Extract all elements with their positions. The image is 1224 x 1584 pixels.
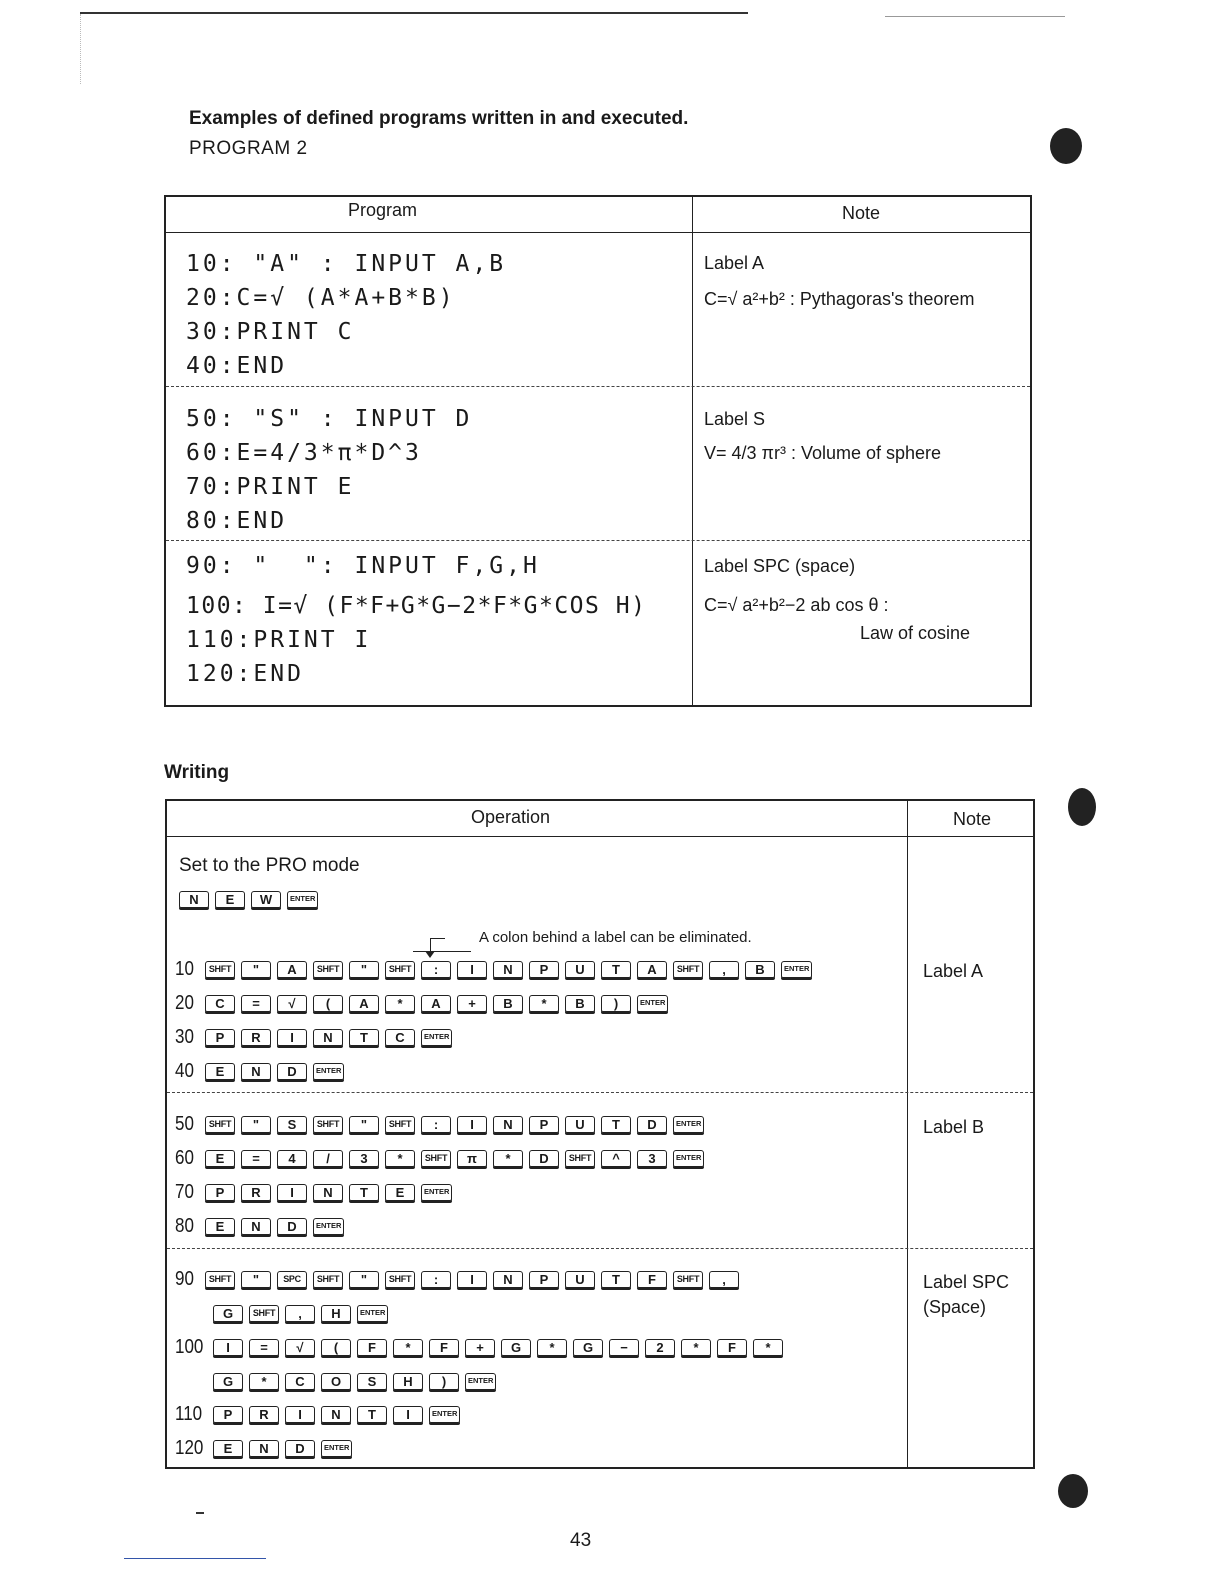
calculator-key: SHFT xyxy=(385,1116,415,1133)
calculator-key: P xyxy=(529,961,559,978)
calculator-key: ^ xyxy=(601,1150,631,1167)
calculator-key: SHFT xyxy=(205,1271,235,1288)
calculator-key: SHFT xyxy=(313,1271,343,1288)
calculator-key: ENTER xyxy=(673,1116,704,1133)
calculator-key: A xyxy=(277,961,307,978)
line-number: 20 xyxy=(175,991,194,1014)
calculator-key: ENTER xyxy=(421,1029,452,1046)
key-sequence-row xyxy=(175,957,812,981)
calculator-key: D xyxy=(285,1440,315,1457)
key-sequence-row xyxy=(175,991,668,1015)
calculator-key: F xyxy=(429,1339,459,1356)
note-label: Label SPC xyxy=(923,1272,1010,1292)
calculator-key: P xyxy=(529,1116,559,1133)
calculator-key: W xyxy=(251,891,281,908)
calculator-key: SHFT xyxy=(313,1116,343,1133)
calculator-key: U xyxy=(565,1116,595,1133)
calculator-key: √ xyxy=(277,995,307,1012)
block-divider xyxy=(166,386,1030,387)
calculator-key: U xyxy=(565,961,595,978)
calculator-key: N xyxy=(241,1063,271,1080)
calculator-key: + xyxy=(465,1339,495,1356)
calculator-key: E xyxy=(215,891,245,908)
top-rule-right xyxy=(885,16,1065,17)
calculator-key: * xyxy=(529,995,559,1012)
calculator-key: B xyxy=(565,995,595,1012)
calculator-key: / xyxy=(313,1150,343,1167)
binder-hole-2 xyxy=(1068,788,1096,826)
calculator-key: : xyxy=(421,961,451,978)
calculator-key: ENTER xyxy=(313,1063,344,1080)
calculator-key: I xyxy=(277,1184,307,1201)
calculator-key: D xyxy=(637,1116,667,1133)
top-rule xyxy=(80,12,748,14)
calculator-key: G xyxy=(573,1339,603,1356)
calculator-key: G xyxy=(213,1305,243,1322)
calculator-key: E xyxy=(205,1150,235,1167)
calculator-key: N xyxy=(493,1271,523,1288)
program-header: Program xyxy=(348,200,418,220)
calculator-key: N xyxy=(493,1116,523,1133)
line-number: 120 xyxy=(175,1436,204,1459)
key-sequence-row xyxy=(175,1267,739,1291)
calculator-key: I xyxy=(393,1406,423,1423)
calculator-key: C xyxy=(205,995,235,1012)
calculator-key: ) xyxy=(601,995,631,1012)
calculator-key: S xyxy=(277,1116,307,1133)
calculator-key: T xyxy=(349,1029,379,1046)
mode-key-row xyxy=(179,887,318,911)
calculator-key: SHFT xyxy=(565,1150,595,1167)
calculator-key: E xyxy=(205,1218,235,1235)
code-line: 70:PRINT E xyxy=(186,474,355,500)
key-sequence-row xyxy=(175,1335,783,1359)
code-line: 120:END xyxy=(186,661,304,687)
calculator-key: * xyxy=(249,1373,279,1390)
calculator-key: D xyxy=(529,1150,559,1167)
code-line: 10: "A" : INPUT A,B xyxy=(186,251,507,277)
calculator-key: T xyxy=(349,1184,379,1201)
note-label: Label A xyxy=(704,253,765,273)
calculator-key: F xyxy=(717,1339,747,1356)
note-formula: C=√ a²+b² : Pythagoras's theorem xyxy=(704,289,975,309)
calculator-key: " xyxy=(241,1116,271,1133)
page-heading: Examples of defined programs written in and executed. xyxy=(189,108,689,129)
key-sequence-row xyxy=(175,1112,704,1136)
column-divider xyxy=(692,197,693,705)
calculator-key: , xyxy=(709,1271,739,1288)
calculator-key: T xyxy=(601,1271,631,1288)
note-label: Label SPC (space) xyxy=(704,556,856,576)
binder-hole-1 xyxy=(1050,128,1082,164)
calculator-key: √ xyxy=(285,1339,315,1356)
calculator-key: F xyxy=(357,1339,387,1356)
header-rule xyxy=(166,232,1030,233)
note-label: Label S xyxy=(704,409,766,429)
calculator-key: " xyxy=(349,961,379,978)
line-number: 50 xyxy=(175,1112,194,1135)
calculator-key: N xyxy=(313,1029,343,1046)
calculator-key: F xyxy=(637,1271,667,1288)
calculator-key: I xyxy=(457,1116,487,1133)
note-label: (Space) xyxy=(923,1297,987,1317)
calculator-key: 4 xyxy=(277,1150,307,1167)
calculator-key: E xyxy=(385,1184,415,1201)
calculator-key: O xyxy=(321,1373,351,1390)
colon-note: A colon behind a label can be eliminated. xyxy=(479,929,752,946)
calculator-key: ENTER xyxy=(637,995,668,1012)
left-margin-mark xyxy=(80,14,82,84)
code-line: 40:END xyxy=(186,353,288,379)
calculator-key: 3 xyxy=(637,1150,667,1167)
calculator-key: N xyxy=(241,1218,271,1235)
calculator-key: B xyxy=(493,995,523,1012)
calculator-key: P xyxy=(213,1406,243,1423)
calculator-key: , xyxy=(285,1305,315,1322)
calculator-key: E xyxy=(213,1440,243,1457)
calculator-key: , xyxy=(709,961,739,978)
calculator-key: R xyxy=(241,1029,271,1046)
calculator-key: ENTER xyxy=(357,1305,388,1322)
calculator-key: SHFT xyxy=(421,1150,451,1167)
calculator-key: P xyxy=(529,1271,559,1288)
page-number: 43 xyxy=(570,1530,592,1551)
note-formula: C=√ a²+b²−2 ab cos θ : xyxy=(704,595,889,615)
code-line: 20:C=√ (A*A+B*B) xyxy=(186,285,456,311)
calculator-key: π xyxy=(457,1150,487,1167)
key-sequence-row xyxy=(175,1146,704,1170)
writing-title: Writing xyxy=(164,762,230,783)
calculator-key: ENTER xyxy=(421,1184,452,1201)
calculator-key: I xyxy=(457,961,487,978)
block-divider xyxy=(167,1092,1033,1093)
calculator-key: G xyxy=(501,1339,531,1356)
calculator-key: : xyxy=(421,1116,451,1133)
calculator-key: SHFT xyxy=(385,961,415,978)
calculator-key: * xyxy=(753,1339,783,1356)
code-line: 110:PRINT I xyxy=(186,627,372,653)
calculator-key: H xyxy=(393,1373,423,1390)
line-number: 70 xyxy=(175,1180,194,1203)
calculator-key: SHFT xyxy=(313,961,343,978)
calculator-key: C xyxy=(285,1373,315,1390)
calculator-key: SHFT xyxy=(205,1116,235,1133)
footer-mark xyxy=(196,1512,204,1514)
column-divider xyxy=(907,801,908,1467)
code-line: 80:END xyxy=(186,508,288,534)
note-header: Note xyxy=(842,203,881,223)
calculator-key: ENTER xyxy=(313,1218,344,1235)
calculator-key: N xyxy=(321,1406,351,1423)
key-sequence-row xyxy=(175,1369,496,1393)
line-number: 60 xyxy=(175,1146,194,1169)
code-line: 90: " ": INPUT F,G,H xyxy=(186,553,540,579)
calculator-key: SHFT xyxy=(673,961,703,978)
calculator-key: + xyxy=(457,995,487,1012)
calculator-key: " xyxy=(349,1116,379,1133)
calculator-key: " xyxy=(241,961,271,978)
calculator-key: A xyxy=(421,995,451,1012)
calculator-key: : xyxy=(421,1271,451,1288)
binder-hole-3 xyxy=(1058,1474,1088,1508)
calculator-key: SHFT xyxy=(249,1305,279,1322)
calculator-key: ENTER xyxy=(287,891,318,908)
calculator-key: * xyxy=(385,995,415,1012)
calculator-key: * xyxy=(681,1339,711,1356)
calculator-key: R xyxy=(249,1406,279,1423)
calculator-key: ENTER xyxy=(781,961,812,978)
calculator-key: T xyxy=(601,961,631,978)
calculator-key: A xyxy=(349,995,379,1012)
key-sequence-row xyxy=(175,1025,452,1049)
calculator-key: H xyxy=(321,1305,351,1322)
calculator-key: ENTER xyxy=(321,1440,352,1457)
calculator-key: B xyxy=(745,961,775,978)
calculator-key: D xyxy=(277,1218,307,1235)
operation-header: Operation xyxy=(471,807,551,827)
calculator-key: I xyxy=(213,1339,243,1356)
calculator-key: P xyxy=(205,1184,235,1201)
calculator-key: SHFT xyxy=(205,961,235,978)
calculator-key: N xyxy=(313,1184,343,1201)
calculator-key: N xyxy=(179,891,209,908)
calculator-key: ) xyxy=(429,1373,459,1390)
calculator-key: ENTER xyxy=(673,1150,704,1167)
calculator-key: SHFT xyxy=(385,1271,415,1288)
key-sequence-row xyxy=(175,1180,452,1204)
note-label: Label A xyxy=(923,961,984,981)
line-number: 30 xyxy=(175,1025,194,1048)
code-line: 50: "S" : INPUT D xyxy=(186,406,473,432)
note-header: Note xyxy=(953,809,992,829)
calculator-key: R xyxy=(241,1184,271,1201)
mode-instruction: Set to the PRO mode xyxy=(179,855,360,876)
code-line: 100: I=√ (F*F+G*G−2*F*G*COS H) xyxy=(186,593,647,619)
calculator-key: S xyxy=(357,1373,387,1390)
calculator-key: * xyxy=(493,1150,523,1167)
calculator-key: ( xyxy=(313,995,343,1012)
calculator-key: = xyxy=(241,1150,271,1167)
calculator-key: T xyxy=(357,1406,387,1423)
key-sequence-row xyxy=(175,1436,352,1460)
key-sequence-row xyxy=(175,1402,460,1426)
calculator-key: ( xyxy=(321,1339,351,1356)
calculator-key: P xyxy=(205,1029,235,1046)
calculator-key: E xyxy=(205,1063,235,1080)
code-line: 30:PRINT C xyxy=(186,319,355,345)
header-rule xyxy=(167,836,1033,837)
calculator-key: ENTER xyxy=(429,1406,460,1423)
calculator-key: I xyxy=(457,1271,487,1288)
calculator-key: ENTER xyxy=(465,1373,496,1390)
calculator-key: C xyxy=(385,1029,415,1046)
calculator-key: SHFT xyxy=(673,1271,703,1288)
calculator-key: * xyxy=(385,1150,415,1167)
calculator-key: N xyxy=(493,961,523,978)
calculator-key: * xyxy=(393,1339,423,1356)
note-extra: Law of cosine xyxy=(860,623,971,643)
calculator-key: SPC xyxy=(277,1271,307,1288)
calculator-key: I xyxy=(277,1029,307,1046)
calculator-key: − xyxy=(609,1339,639,1356)
line-number: 100 xyxy=(175,1335,204,1358)
line-number: 80 xyxy=(175,1214,194,1237)
calculator-key: = xyxy=(241,995,271,1012)
footer-rule xyxy=(124,1558,266,1559)
line-number: 90 xyxy=(175,1267,194,1290)
line-number: 110 xyxy=(175,1402,203,1425)
line-number: 10 xyxy=(175,957,194,980)
code-line: 60:E=4/3*π*D^3 xyxy=(186,440,422,466)
program-title: PROGRAM 2 xyxy=(189,138,308,159)
note-formula: V= 4/3 πr³ : Volume of sphere xyxy=(704,443,942,463)
calculator-key: G xyxy=(213,1373,243,1390)
calculator-key: * xyxy=(537,1339,567,1356)
calculator-key: D xyxy=(277,1063,307,1080)
block-divider xyxy=(166,540,1030,541)
note-label: Label B xyxy=(923,1117,985,1137)
calculator-key: = xyxy=(249,1339,279,1356)
calculator-key: 3 xyxy=(349,1150,379,1167)
calculator-key: I xyxy=(285,1406,315,1423)
key-sequence-row xyxy=(175,1214,344,1238)
key-sequence-row xyxy=(175,1301,388,1325)
calculator-key: " xyxy=(349,1271,379,1288)
program-table xyxy=(164,195,1032,707)
calculator-key: T xyxy=(601,1116,631,1133)
operation-table xyxy=(165,799,1035,1469)
line-number: 40 xyxy=(175,1059,194,1082)
calculator-key: 2 xyxy=(645,1339,675,1356)
key-sequence-row xyxy=(175,1059,344,1083)
calculator-key: N xyxy=(249,1440,279,1457)
calculator-key: A xyxy=(637,961,667,978)
block-divider xyxy=(167,1248,1033,1249)
calculator-key: " xyxy=(241,1271,271,1288)
calculator-key: U xyxy=(565,1271,595,1288)
